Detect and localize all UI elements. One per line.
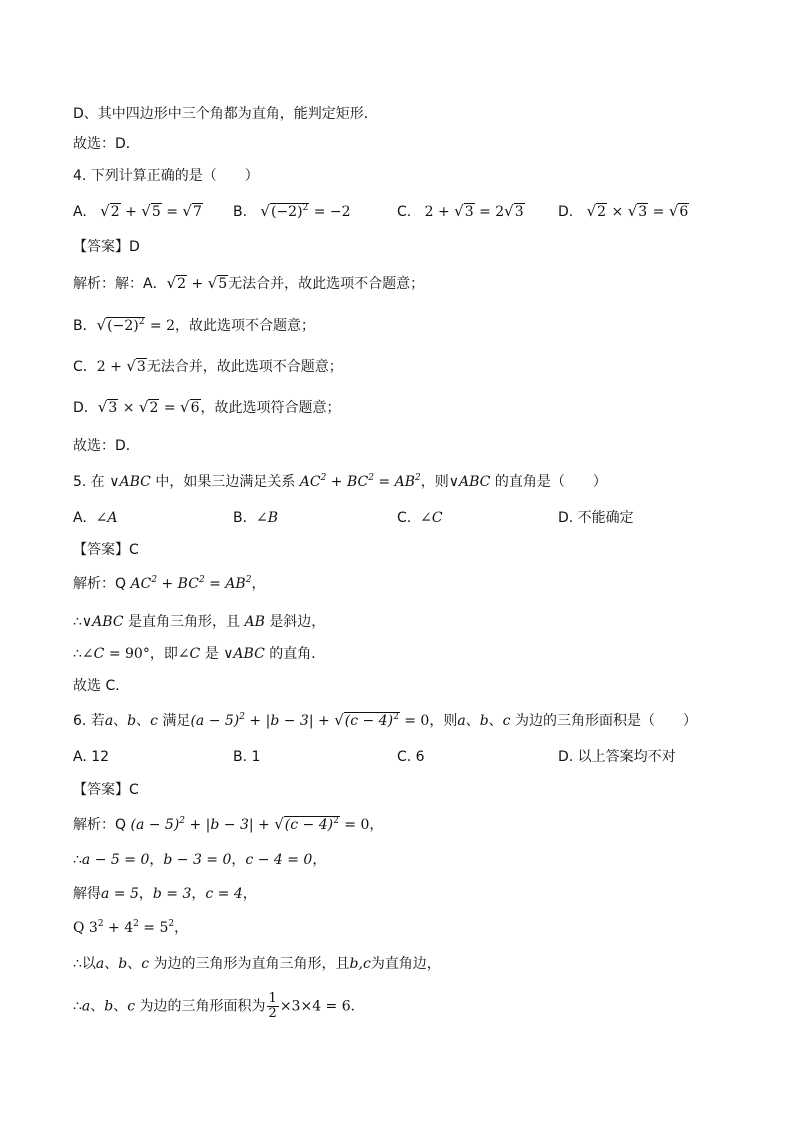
q5-analysis-1: 解析：Q $AC^2 + BC^2 = AB^2$， bbox=[73, 575, 266, 592]
q5-option-b[interactable]: B. ∠B bbox=[233, 510, 278, 526]
q4-answer: 【答案】D bbox=[73, 239, 140, 255]
q6-analysis-1: 解析：Q $(a - 5)^2 + |b - 3| + √(c - 4)^2 = 0$， bbox=[73, 815, 384, 833]
q5-analysis-2: ∴∨ABC 是直角三角形，且 AB 是斜边， bbox=[73, 614, 326, 630]
q5-answer: 【答案】C bbox=[73, 542, 139, 558]
d-explanation: D、其中四边形中三个角都为直角，能判定矩形． bbox=[73, 106, 378, 122]
q6-option-b[interactable]: B. 1 bbox=[233, 749, 261, 765]
q6-answer: 【答案】C bbox=[73, 782, 139, 798]
q4-analysis-c: C．2 + √3无法合并，故此选项不合题意； bbox=[73, 357, 343, 375]
q6-analysis-6: ∴a、b、c 为边的三角形面积为 $\frac{1}{2}$ ×3×4 = 6． bbox=[73, 991, 365, 1021]
q4-option-c[interactable]: C. 2 + √3 = 2√3 bbox=[397, 202, 524, 220]
q6-stem: 6. 若a、b、c 满足$(a - 5)^2 + |b - 3| + √(c - 4)^2 = 0$，则a、b、c 为边的三角形面积是（ ） bbox=[73, 711, 697, 729]
q4-option-d[interactable]: D. √2 × √3 = √6 bbox=[558, 202, 689, 220]
q5-option-c[interactable]: C. ∠C bbox=[397, 510, 443, 526]
q5-choose: 故选 C． bbox=[73, 678, 130, 694]
q6-analysis-5: ∴以a、b、c 为边的三角形为直角三角形，且b,c为直角边， bbox=[73, 956, 441, 972]
q6-analysis-3: 解得a = 5，b = 3，c = 4， bbox=[73, 886, 257, 902]
q3-choose: 故选：D． bbox=[73, 136, 140, 152]
q6-option-c[interactable]: C. 6 bbox=[397, 749, 425, 765]
q4-analysis-a: 解析：解：A．√2 + √5无法合并，故此选项不合题意； bbox=[73, 274, 425, 292]
q6-option-a[interactable]: A. 12 bbox=[73, 749, 110, 765]
q4-choose: 故选：D． bbox=[73, 438, 140, 454]
q4-option-b[interactable]: B. $√(-2)^2 = -2$ bbox=[233, 202, 351, 220]
q6-option-d[interactable]: D. 以上答案均不对 bbox=[558, 749, 676, 765]
q6-analysis-4: Q $3^2 + 4^2 = 5^2$， bbox=[73, 919, 189, 936]
q4-option-a[interactable]: A. √2 + √5 = √7 bbox=[73, 202, 202, 220]
q5-option-d[interactable]: D. 不能确定 bbox=[558, 510, 634, 526]
q4-stem: 4. 下列计算正确的是（ ） bbox=[73, 168, 259, 184]
q4-analysis-d: D．√3 × √2 = √6，故此选项符合题意； bbox=[73, 398, 341, 416]
q5-analysis-3: ∴∠C = 90°，即∠C 是 ∨ABC 的直角． bbox=[73, 646, 326, 662]
q4-analysis-b: B．$√(-2)^2 = 2$，故此选项不合题意； bbox=[73, 316, 316, 334]
q6-analysis-2: ∴a − 5 = 0，b − 3 = 0，c − 4 = 0， bbox=[73, 852, 327, 868]
q5-option-a[interactable]: A. ∠A bbox=[73, 510, 118, 526]
q5-stem: 5. 在 ∨ABC 中，如果三边满足关系 $AC^2 + BC^2 = AB^2$，则∨ABC 的直角是（ ） bbox=[73, 473, 607, 490]
